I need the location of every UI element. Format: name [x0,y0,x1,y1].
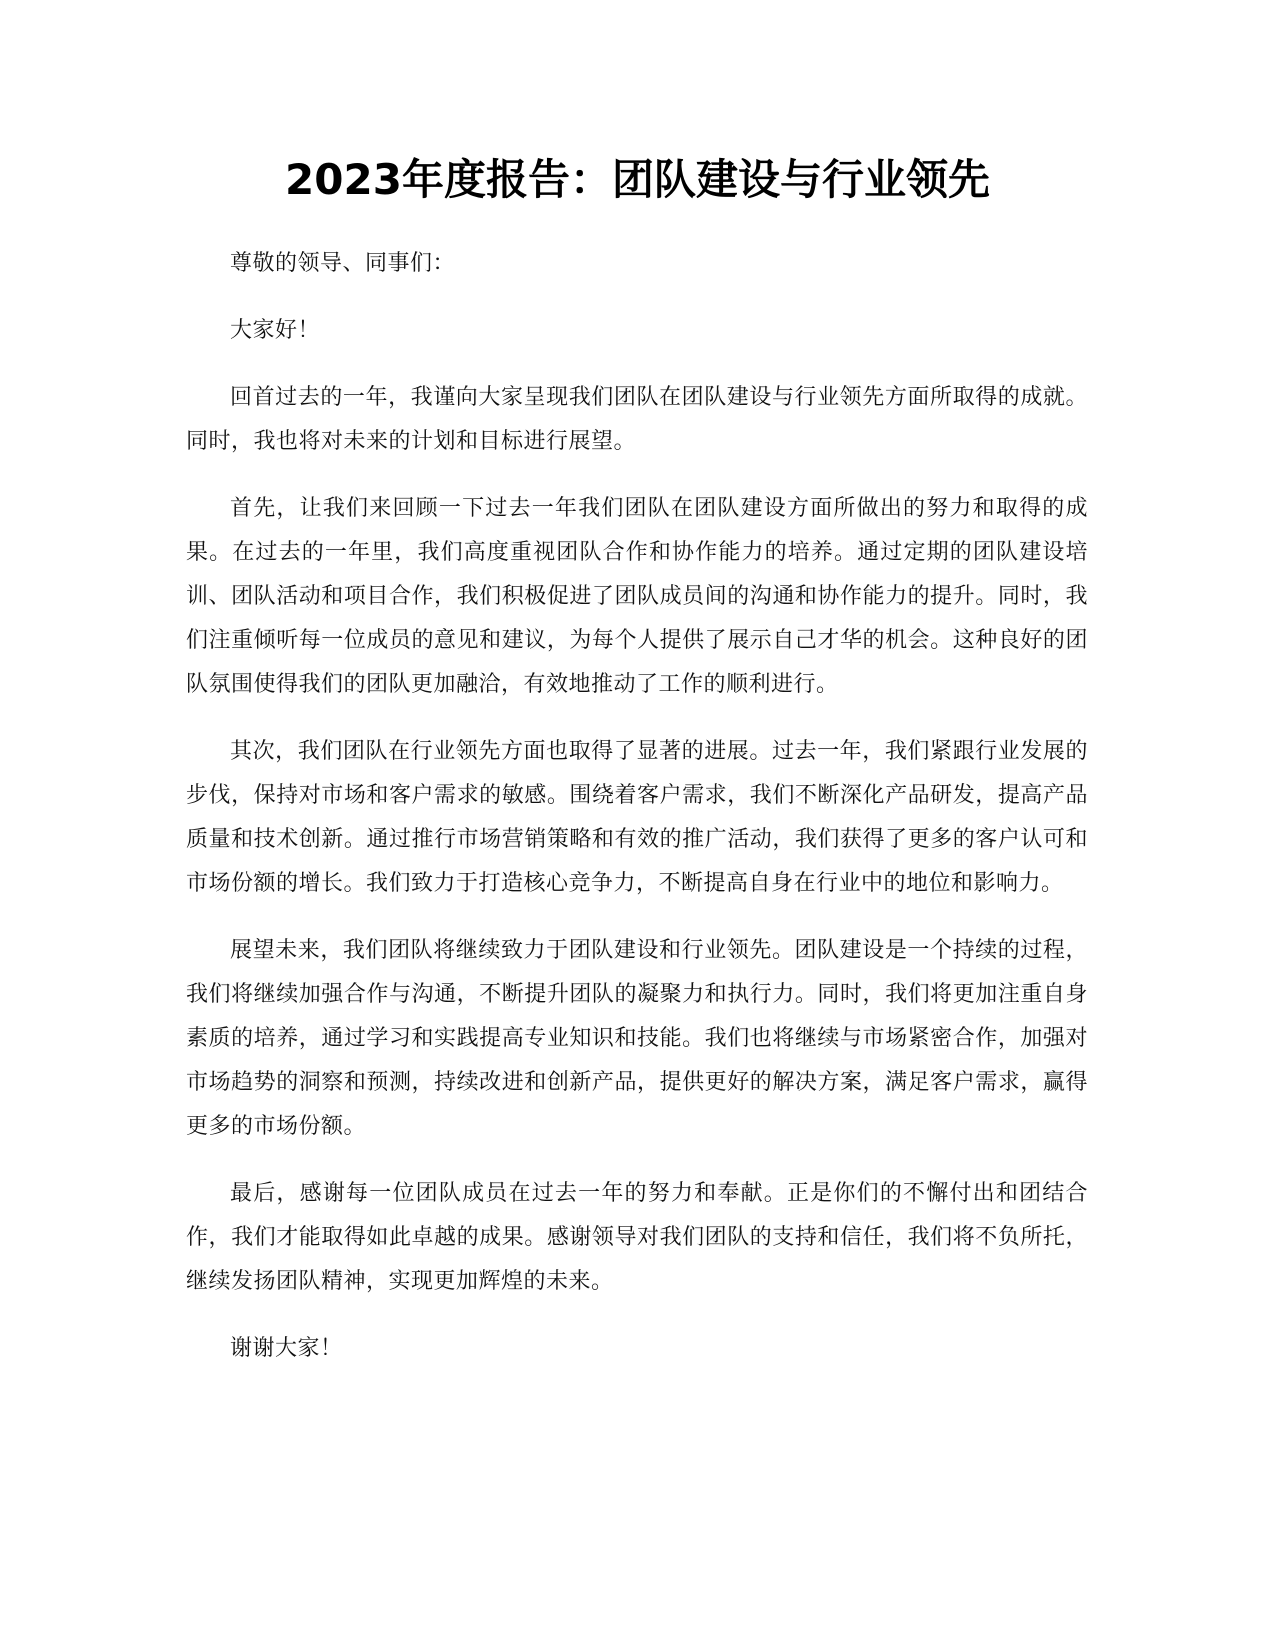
paragraph-team-building: 首先，让我们来回顾一下过去一年我们团队在团队建设方面所做出的努力和取得的成果。在过去的一年里，我们高度重视团队合作和协作能力的培养。通过定期的团队建设培训、团队活动和项目合作，我们积极促进了团队成员间的沟通和协作能力的提升。同时，我们注重倾听每一位成员的意见和建议，为每个人提供了展示自己才华的机会。这种良好的团队氛围使得我们的团队更加融洽，有效地推动了工作的顺利进行。 [186,496,1088,697]
paragraph-closing: 谢谢大家！ [230,1336,343,1361]
paragraph-thanks: 最后，感谢每一位团队成员在过去一年的努力和奉献。正是你们的不懈付出和团结合作，我们才能取得如此卓越的成果。感谢领导对我们团队的支持和信任，我们将不负所托，继续发扬团队精神，实现更加辉煌的未来。 [186,1181,1088,1294]
paragraph-outlook: 展望未来，我们团队将继续致力于团队建设和行业领先。团队建设是一个持续的过程，我们将继续加强合作与沟通，不断提升团队的凝聚力和执行力。同时，我们将更加注重自身素质的培养，通过学习和实践提高专业知识和技能。我们也将继续与市场紧密合作，加强对市场趋势的洞察和预测，持续改进和创新产品，提供更好的解决方案，满足客户需求，赢得更多的市场份额。 [186,938,1088,1139]
paragraph-industry-leadership: 其次，我们团队在行业领先方面也取得了显著的进展。过去一年，我们紧跟行业发展的步伐，保持对市场和客户需求的敏感。围绕着客户需求，我们不断深化产品研发，提高产品质量和技术创新。通过推行市场营销策略和有效的推广活动，我们获得了更多的客户认可和市场份额的增长。我们致力于打造核心竞争力，不断提高自身在行业中的地位和影响力。 [186,739,1088,896]
document-body [186,242,1088,1394]
paragraph-greeting: 大家好！ [230,318,321,343]
paragraph-introduction: 回首过去的一年，我谨向大家呈现我们团队在团队建设与行业领先方面所取得的成就。同时，我也将对未来的计划和目标进行展望。 [186,385,1088,454]
page-title: 2023年度报告：团队建设与行业领先 [285,155,990,204]
paragraph-salutation: 尊敬的领导、同事们： [230,251,456,276]
